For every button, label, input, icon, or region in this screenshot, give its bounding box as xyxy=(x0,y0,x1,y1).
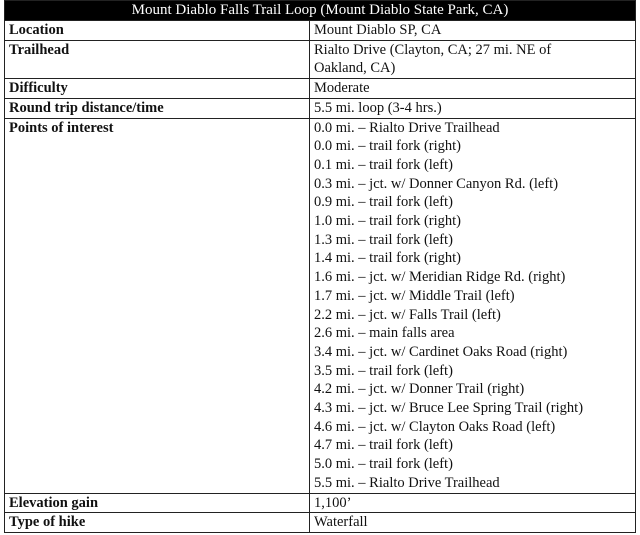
point-of-interest-item: 1.7 mi. – jct. w/ Middle Trail (left) xyxy=(314,287,515,304)
point-of-interest-item: 1.0 mi. – trail fork (right) xyxy=(314,213,461,230)
row-label: Round trip distance/time xyxy=(5,98,310,118)
row-label: Trailhead xyxy=(5,40,310,78)
table-row xyxy=(5,40,636,78)
point-of-interest-item: 3.4 mi. – jct. w/ Cardinet Oaks Road (right) xyxy=(314,343,568,360)
row-value: Moderate xyxy=(310,79,636,99)
point-of-interest-item: 1.3 mi. – trail fork (left) xyxy=(314,231,453,248)
table-row xyxy=(5,21,636,41)
point-of-interest-item: 0.0 mi. – trail fork (right) xyxy=(314,138,461,155)
table-row xyxy=(5,493,636,513)
row-value: Waterfall xyxy=(310,513,636,533)
point-of-interest-item: 4.7 mi. – trail fork (left) xyxy=(314,437,453,454)
point-of-interest-item: 4.2 mi. – jct. w/ Donner Trail (right) xyxy=(314,381,525,398)
table-title: Mount Diablo Falls Trail Loop (Mount Diablo State Park, CA) xyxy=(5,1,636,21)
table-row xyxy=(5,118,636,493)
row-label: Type of hike xyxy=(5,513,310,533)
trail-info-table xyxy=(4,0,636,533)
point-of-interest-item: 1.4 mi. – trail fork (right) xyxy=(314,250,461,267)
row-value: Mount Diablo SP, CA xyxy=(310,21,636,41)
point-of-interest-item: 3.5 mi. – trail fork (left) xyxy=(314,362,453,379)
point-of-interest-item: 2.2 mi. – jct. w/ Falls Trail (left) xyxy=(314,306,501,323)
table-row xyxy=(5,79,636,99)
point-of-interest-item: 0.0 mi. – Rialto Drive Trailhead xyxy=(314,119,500,136)
table-row xyxy=(5,513,636,533)
row-label: Points of interest xyxy=(5,118,310,493)
point-of-interest-item: 4.6 mi. – jct. w/ Clayton Oaks Road (left) xyxy=(314,418,556,435)
point-of-interest-item: 1.6 mi. – jct. w/ Meridian Ridge Rd. (right) xyxy=(314,269,566,286)
points-of-interest-list xyxy=(310,118,636,493)
point-of-interest-item: 0.1 mi. – trail fork (left) xyxy=(314,156,453,173)
point-of-interest-item: 5.0 mi. – trail fork (left) xyxy=(314,456,453,473)
point-of-interest-item: 0.9 mi. – trail fork (left) xyxy=(314,194,453,211)
point-of-interest-item: 0.3 mi. – jct. w/ Donner Canyon Rd. (left) xyxy=(314,175,559,192)
point-of-interest-item: 2.6 mi. – main falls area xyxy=(314,325,455,342)
row-value: 5.5 mi. loop (3-4 hrs.) xyxy=(310,98,636,118)
point-of-interest-item: 5.5 mi. – Rialto Drive Trailhead xyxy=(314,474,500,491)
row-label: Difficulty xyxy=(5,79,310,99)
row-label: Location xyxy=(5,21,310,41)
row-value: 1,100’ xyxy=(310,493,636,513)
point-of-interest-item: 4.3 mi. – jct. w/ Bruce Lee Spring Trail (right) xyxy=(314,400,584,417)
table-row xyxy=(5,98,636,118)
row-value: Rialto Drive (Clayton, CA; 27 mi. NE of Oakland, CA) xyxy=(310,40,636,78)
row-label: Elevation gain xyxy=(5,493,310,513)
